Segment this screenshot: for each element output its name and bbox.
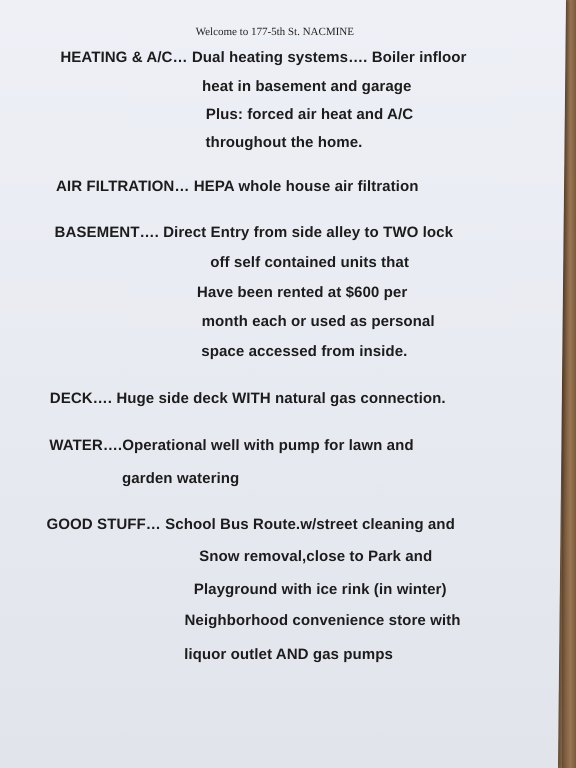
good-stuff-line-5: liquor outlet AND gas pumps — [184, 646, 394, 663]
water-line-1: WATER….Operational well with pump for lawn and — [49, 437, 414, 454]
heating-line-2: heat in basement and garage — [202, 78, 412, 95]
heating-line-1: HEATING & A/C… Dual heating systems…. Boiler infloor — [60, 49, 467, 66]
deck-line: DECK…. Huge side deck WITH natural gas connection. — [49, 390, 446, 407]
good-stuff-line-3: Playground with ice rink (in winter) — [193, 581, 447, 598]
water-line-2: garden watering — [121, 470, 240, 487]
heating-line-4: throughout the home. — [205, 134, 363, 151]
air-filtration-line: AIR FILTRATION… HEPA whole house air filtration — [55, 178, 419, 195]
good-stuff-line-1: GOOD STUFF… School Bus Route.w/street cleaning and — [46, 516, 455, 533]
basement-line-3: Have been rented at $600 per — [196, 284, 408, 301]
page-title: Welcome to 177-5th St. NACMINE — [195, 26, 355, 38]
heating-line-3: Plus: forced air heat and A/C — [205, 106, 414, 123]
basement-line-2: off self contained units that — [210, 254, 410, 271]
basement-line-4: month each or used as personal — [201, 313, 435, 330]
good-stuff-line-2: Snow removal,close to Park and — [199, 548, 433, 565]
basement-line-5: space accessed from inside. — [201, 343, 408, 360]
good-stuff-line-4: Neighborhood convenience store with — [184, 612, 461, 629]
basement-line-1: BASEMENT…. Direct Entry from side alley to TWO lock — [54, 224, 454, 241]
